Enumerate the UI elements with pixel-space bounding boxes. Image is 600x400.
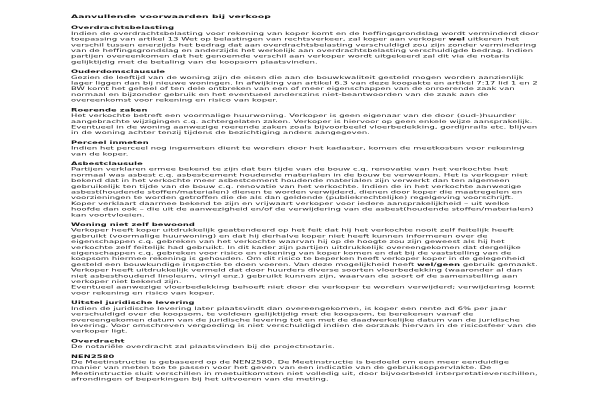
document-section (71, 69, 539, 103)
section-heading: NEN2580 (71, 353, 115, 359)
section-heading: Uitstel juridische levering (71, 300, 195, 306)
document-section (71, 140, 539, 157)
section-heading: Roerende zaken (71, 107, 148, 113)
section-paragraph: Gezien de leeftijd van de woning zijn de eisen die aan de bouwkwaliteit gesteld mogen worden aanzienlijk lager liggen dan bij nieuwe woningen. In afwijking van artikel 6.3 van deze koopakte en artikel 7:17 lid 1 en 2 BW komt het geheel of ten dele ontbreken van een of meer eigenschappen van de onroerende zaak van normaal en bijzonder gebruik en het eventueel anderszins niet-beantwoorden van de zaak aan de overeenkomst voor rekening en risico van koper. (71, 74, 538, 103)
section-heading: Asbestclausule (71, 160, 143, 166)
section-heading: Perceel inmeten (71, 139, 149, 145)
section-heading: Woning niet zelf bewoond (71, 222, 195, 227)
document-section (71, 25, 539, 65)
document-section (71, 338, 539, 349)
document-title: Aanvullende voorwaarden bij verkoop (71, 14, 271, 20)
section-paragraph: Verkoper heeft koper uitdrukkelijk geattendeerd op het feit dat hij het verkochte nooit zelf feitelijk heeft gebruikt (voormalige huurwoning) en dat hij derhalve koper niet heeft kunnen informeren over de eigenschappen c.q. gebreken van het verkochte waarvan hij op de hoogte zou zijn geweest als hij het verkochte zelf feitelijk had gebruikt. In dit kader zijn partijen uitdrukkelijk overeengekomen dat dergelijke eigenschappen c.q. gebreken voor risico en rekening van koper komen en dat bij de vaststelling van de koopsom hiermee rekening is gehouden. Om dit risico te beperken heeft verkoper koper in de gelegenheid gesteld een bouwkundige inspectie te doen voeren. Van deze mogelijkheid heeft wel/geen gebruik gemaakt. Verkoper heeft uitdrukkelijk vermeld dat door huurders diverse soorten vloerbedekking (waaronder al dan niet asbesthoudend linoleum, vinyl enz.) gebruikt kunnen zijn, waarvan de soort of de samenstelling aan verkoper niet bekend zijn. (71, 227, 538, 285)
document-section (71, 222, 539, 296)
document-section (71, 161, 539, 218)
section-heading: Overdracht (71, 338, 125, 344)
section-paragraph: Eventueel aanwezige vloerbedekking behoeft niet door de verkoper te worden verwijderd; verwijdering komt voor rekening en risico van koper. (71, 284, 535, 296)
document-section (71, 107, 539, 136)
section-paragraph: Indien de juridische levering later plaatsvindt dan overeengekomen, is koper een rente ad 6% per jaar verschuldigd over de koopsom, te voldoen gelijktijdig met de koopsom, te berekenen vanaf de overeengekomen datum van de juridische levering tot en met de daadwerkelijke datum van de juridische levering. Voor omschreven vergoeding is niet verschuldigd indien de oorzaak hiervan in de risicosfeer van de verkoper ligt. (71, 305, 537, 334)
section-heading: Ouderdomsclausule (71, 69, 166, 75)
section-paragraph: Indien de overdrachtsbelasting voor rekening van koper komt en de heffingsgrondslag wordt verminderd door toepassing van artikel 13 Wet op belastingen van rechtsverkeer, zal koper aan verkoper wel uitkeren het verschil tussen enerzijds het bedrag dat aan overdrachtsbelasting verschuldigd zou zijn zonder vermindering van de heffingsgrondslag en anderzijds het werkelijk aan overdrachtsbelasting verschuldigde bedrag. Indien partijen overeenkomen dat het genoemde verschil aan verkoper wordt uitgekeerd zal dit via de notaris gelijktijdig met de betaling van de koopsom plaatsvinden. (71, 30, 539, 65)
sections-container (71, 25, 539, 382)
section-paragraph: De Meetinstructie is gebaseerd op de NEN2580. De Meetinstructie is bedoeld om een meer eenduidige manier van meten toe te passen voor het geven van een indicatie van de gebruiksoppervlakte. De Meetinstructie sluit verschillen in meetuitkomsten niet volledig uit, door bijvoorbeeld interpretatieverschillen, afrondingen of beperkingen bij het uitvoeren van de meting. (71, 359, 538, 382)
section-paragraph: Het verkochte betreft een voormalige huurwoning. Verkoper is geen eigenaar van de door (oud-)huurder aangebrachte wijzigingen c.q. achtergelaten zaken. Verkoper is hiervoor op geen enkele wijze aansprakelijk. Eventueel in de woning aanwezige roerende zaken zoals bijvoorbeeld vloerbedekking, gordijnrails etc. blijven in de woning achter tenzij tijdens de bezichtiging anders aangegeven. (71, 113, 538, 136)
section-heading: Overdrachtsbelasting (71, 25, 175, 31)
document-page (71, 14, 539, 382)
section-paragraph: Indien het perceel nog ingemeten dient te worden door het kadaster, komen de meetkosten voor rekening van de koper. (71, 145, 525, 157)
document-section (71, 354, 539, 383)
document-section (71, 300, 539, 334)
section-paragraph: De notariële overdracht zal plaatsvinden bij de projectnotaris. (71, 344, 335, 350)
section-paragraph: Partijen verklaren ermee bekend te zijn dat ten tijde van de bouw c.q. renovatie van het verkochte het normaal was asbest c.q. asbestcement houdende materialen in de bouw te verwerken. Het is verkoper niet bekend dat in het verkochte meer asbestcement houdende materialen zijn verwerkt dan ten algemeen gebruikelijk ten tijde van de bouw c.q. renovatie van het verkochte. Indien de in het verkochte aanwezige asbest(houdende stoffen/materialen) dienen te worden verwijderd, dienen door koper die maatregelen en voorzieningen te worden getroffen die de als dan geldende (publiekrechtelijke) regelgeving voorschrijft. Koper verklaart daarmee bekend te zijn en vrijwaart verkoper voor iedere aansprakelijkheid – uit welke hoofde dan ook – die uit de aanwezigheid en/of de verwijdering van de asbest(houdende stoffen/materialen) kan voortvloeien. (71, 166, 534, 218)
